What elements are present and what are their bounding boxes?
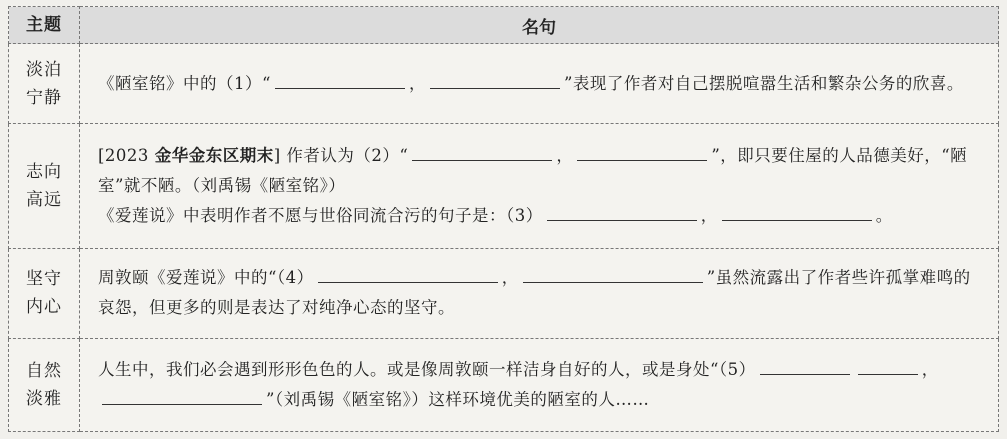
theme-line: 内心 [26, 297, 62, 318]
quote-text: 周敦颐《爱莲说》中的“（4） [98, 268, 314, 288]
answer-blank[interactable] [102, 386, 262, 405]
quote-text: 作者认为（2）“ [286, 145, 409, 165]
quote-text: ， [501, 268, 519, 288]
quote-text: ， [700, 205, 718, 225]
answer-blank[interactable] [430, 70, 560, 89]
source-bracket-close: ] [273, 145, 287, 165]
quote-cell [80, 124, 999, 248]
answer-blank[interactable] [318, 264, 498, 283]
famous-quotes-table [8, 6, 999, 432]
table-row [9, 44, 999, 124]
source-bracket-open: [2023 [98, 145, 155, 165]
quote-header: 名句 [80, 7, 999, 44]
theme-line: 淡雅 [26, 389, 62, 410]
answer-blank[interactable] [577, 142, 707, 161]
quote-cell [80, 44, 999, 124]
theme-line: 自然 [26, 361, 62, 382]
table-row [9, 339, 999, 432]
quote-text: ， [556, 145, 574, 165]
theme-line: 淡泊 [26, 59, 62, 80]
table-header-row [9, 7, 999, 44]
quote-cell [80, 339, 999, 432]
quote-text: ， [408, 73, 426, 93]
quote-text: ， [921, 360, 939, 380]
source-name: 金华金东区期末 [154, 145, 274, 165]
quote-text: 《爱莲说》中表明作者不愿与世俗同流合污的句子是：（3） [98, 205, 543, 225]
theme-line: 高远 [26, 189, 62, 210]
theme-cell [9, 124, 80, 248]
theme-header: 主题 [9, 7, 80, 44]
quote-cell [80, 248, 999, 339]
answer-blank[interactable] [275, 70, 405, 89]
answer-blank-continued[interactable] [858, 356, 918, 375]
theme-cell [9, 44, 80, 124]
quote-text: ”虽然流露出了作者些许孤掌难鸣的哀怨，但更多的则是表达了对纯净心态的坚守。 [98, 268, 971, 318]
source-tag [98, 146, 286, 165]
quote-text: ”（刘禹锡《陋室铭》）这样环境优美的陋室的人…… [266, 390, 650, 410]
quote-text: 人生中，我们必会遇到形形色色的人。或是像周敦颐一样洁身自好的人，或是身处“（5） [98, 360, 756, 380]
theme-cell [9, 339, 80, 432]
answer-blank[interactable] [547, 202, 697, 221]
theme-cell [9, 248, 80, 339]
answer-blank[interactable] [523, 264, 703, 283]
table-row [9, 248, 999, 339]
table-row [9, 124, 999, 248]
quote-text: 《陋室铭》中的（1）“ [98, 73, 271, 93]
answer-blank[interactable] [722, 202, 872, 221]
quote-text: 。 [875, 205, 893, 225]
quote-text: ”表现了作者对自己摆脱喧嚣生活和繁杂公务的欣喜。 [563, 73, 964, 93]
answer-blank[interactable] [760, 356, 850, 375]
quote-text: ”，即只要住屋的人品德美好，“陋室”就不陋。（刘禹锡《陋室铭》） [98, 145, 968, 195]
theme-line: 志向 [26, 161, 62, 182]
answer-blank[interactable] [412, 142, 552, 161]
theme-line: 坚守 [26, 269, 62, 290]
theme-line: 宁静 [26, 87, 62, 108]
